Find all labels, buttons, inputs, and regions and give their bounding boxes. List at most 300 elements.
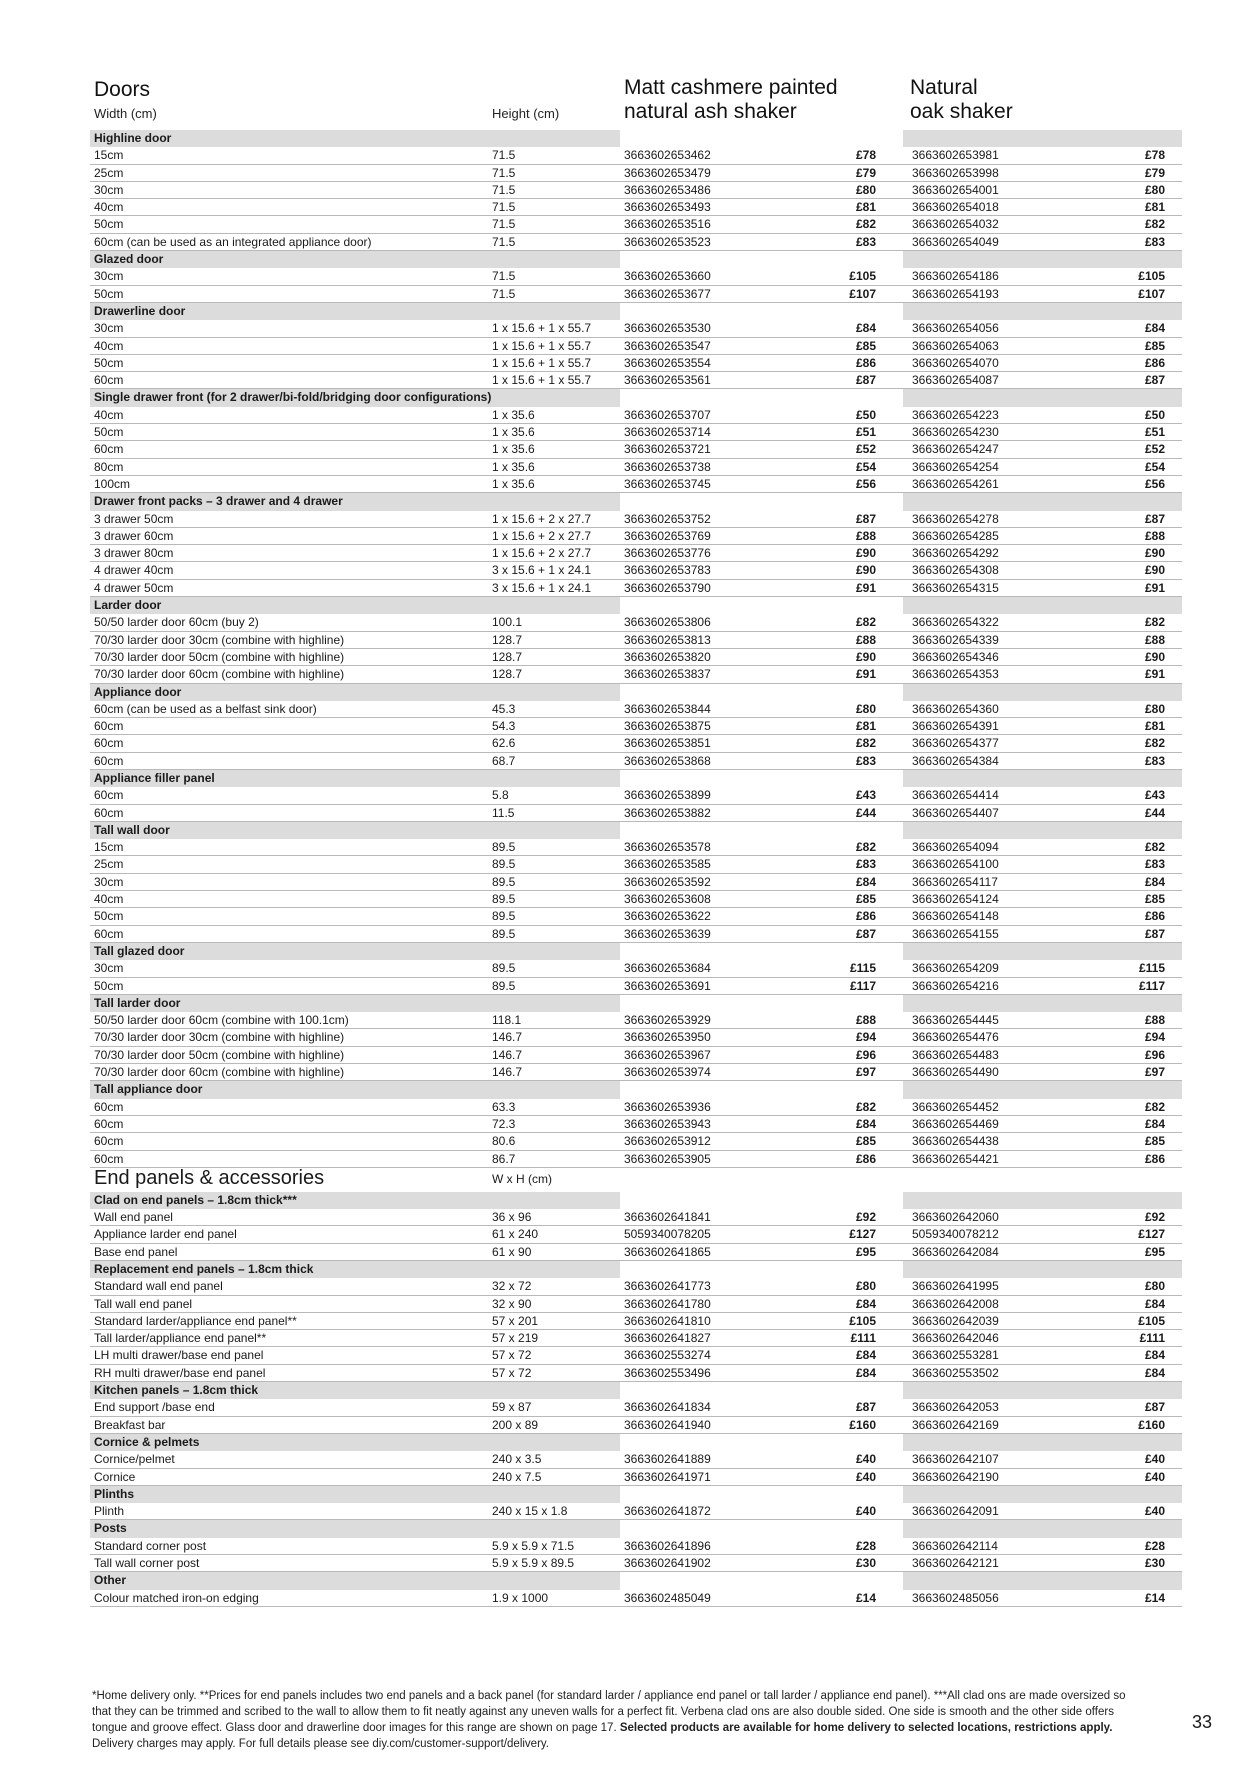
ash-product-code: 3663602653837 xyxy=(624,667,711,682)
table-row xyxy=(90,1538,1182,1555)
ash-price: £86 xyxy=(855,909,876,924)
category-header xyxy=(90,1081,1182,1098)
item-height: 240 x 3.5 xyxy=(492,1452,542,1467)
ash-product-code: 3663602653868 xyxy=(624,753,711,768)
category-header xyxy=(90,1434,1182,1451)
ash-price: £95 xyxy=(855,1244,876,1259)
oak-product-code: 3663602654018 xyxy=(912,200,999,215)
item-size: 50cm xyxy=(94,909,124,924)
oak-price: £94 xyxy=(1144,1030,1165,1045)
ash-price: £52 xyxy=(855,442,876,457)
oak-price: £84 xyxy=(1144,1116,1165,1131)
ash-product-code: 3663602653714 xyxy=(624,425,711,440)
item-size: 100cm xyxy=(94,476,131,491)
oak-price: £79 xyxy=(1144,165,1165,180)
item-size: 30cm xyxy=(94,182,124,197)
table-row xyxy=(90,753,1182,770)
range-title-ash-2: natural ash shaker xyxy=(624,100,797,123)
oak-price: £40 xyxy=(1144,1504,1165,1519)
oak-price: £117 xyxy=(1138,978,1165,993)
table-row xyxy=(90,459,1182,476)
item-size: 4 drawer 50cm xyxy=(94,580,174,595)
table-row xyxy=(90,528,1182,545)
category-name: Cornice & pelmets xyxy=(94,1434,200,1449)
ash-price: £91 xyxy=(855,580,876,595)
oak-price: £85 xyxy=(1144,1134,1165,1149)
range-title-ash-1: Matt cashmere painted xyxy=(624,76,838,99)
ash-price: £83 xyxy=(855,753,876,768)
item-height: 240 x 7.5 xyxy=(492,1469,542,1484)
ash-product-code: 3663602653592 xyxy=(624,874,711,889)
ash-price: £44 xyxy=(855,805,876,820)
table-row xyxy=(90,874,1182,891)
ash-price: £160 xyxy=(849,1417,876,1432)
category-header xyxy=(90,1382,1182,1399)
item-size: 70/30 larder door 30cm (combine with highline) xyxy=(94,632,345,647)
oak-price: £80 xyxy=(1144,1279,1165,1294)
oak-price: £95 xyxy=(1144,1244,1165,1259)
ash-product-code: 3663602641780 xyxy=(624,1296,711,1311)
ash-product-code: 3663602653790 xyxy=(624,580,711,595)
item-height: 62.6 xyxy=(492,736,516,751)
item-size: Tall wall corner post xyxy=(94,1556,200,1571)
oak-product-code: 3663602642084 xyxy=(912,1244,999,1259)
oak-price: £85 xyxy=(1144,892,1165,907)
ash-product-code: 3663602553274 xyxy=(624,1348,711,1363)
ash-product-code: 3663602653554 xyxy=(624,355,711,370)
ash-product-code: 3663602653769 xyxy=(624,528,711,543)
ash-price: £88 xyxy=(855,1013,876,1028)
oak-price: £43 xyxy=(1144,788,1165,803)
ash-product-code: 3663602653882 xyxy=(624,805,711,820)
ash-price: £87 xyxy=(855,926,876,941)
ash-price: £90 xyxy=(855,563,876,578)
ash-price: £40 xyxy=(855,1452,876,1467)
ash-product-code: 3663602653523 xyxy=(624,234,711,249)
end-panels-title: End panels & accessories xyxy=(94,1166,325,1189)
item-height: 71.5 xyxy=(492,182,516,197)
item-height: 128.7 xyxy=(492,649,523,664)
item-height: 61 x 240 xyxy=(492,1227,539,1242)
item-size: 60cm xyxy=(94,753,124,768)
ash-price: £80 xyxy=(855,701,876,716)
ash-price: £84 xyxy=(855,1348,876,1363)
table-row xyxy=(90,199,1182,216)
ash-price: £56 xyxy=(855,476,876,491)
table-row xyxy=(90,1133,1182,1150)
item-size: 3 drawer 80cm xyxy=(94,546,174,561)
ash-price: £80 xyxy=(855,1279,876,1294)
ash-price: £87 xyxy=(855,1400,876,1415)
oak-price: £160 xyxy=(1138,1417,1165,1432)
item-height: 89.5 xyxy=(492,909,516,924)
category-header xyxy=(90,822,1182,839)
item-height: 5.8 xyxy=(492,788,509,803)
item-size: 50cm xyxy=(94,286,124,301)
ash-product-code: 3663602653844 xyxy=(624,701,711,716)
oak-product-code: 3663602654070 xyxy=(912,355,999,370)
ash-price: £85 xyxy=(855,338,876,353)
item-size: Tall wall end panel xyxy=(94,1296,193,1311)
ash-product-code: 3663602653479 xyxy=(624,165,711,180)
oak-product-code: 3663602654148 xyxy=(912,909,999,924)
table-row xyxy=(90,1116,1182,1133)
item-height: 118.1 xyxy=(492,1013,522,1028)
oak-product-code: 3663602642008 xyxy=(912,1296,999,1311)
item-size: 4 drawer 40cm xyxy=(94,563,174,578)
item-size: 70/30 larder door 50cm (combine with highline) xyxy=(94,1047,345,1062)
table-row xyxy=(90,1209,1182,1226)
oak-product-code: 3663602653998 xyxy=(912,165,999,180)
oak-product-code: 3663602654490 xyxy=(912,1065,999,1080)
item-size: 30cm xyxy=(94,321,124,336)
footnote-bold: Selected products are available for home delivery to selected locations, restrictions apply. xyxy=(619,1722,1113,1734)
item-height: 71.5 xyxy=(492,200,516,215)
ash-product-code: 3663602641810 xyxy=(624,1313,711,1328)
oak-product-code: 3663602654087 xyxy=(912,373,999,388)
table-row xyxy=(90,355,1182,372)
ash-price: £50 xyxy=(855,407,876,422)
item-height: 68.7 xyxy=(492,753,516,768)
oak-product-code: 3663602654056 xyxy=(912,321,999,336)
item-height: 61 x 90 xyxy=(492,1244,532,1259)
table-row xyxy=(90,1330,1182,1347)
item-size: 70/30 larder door 60cm (combine with highline) xyxy=(94,1065,345,1080)
item-size: 60cm xyxy=(94,719,124,734)
page-number: 33 xyxy=(1192,1712,1213,1732)
item-size: 50/50 larder door 60cm (buy 2) xyxy=(94,615,259,630)
table-row xyxy=(90,787,1182,804)
item-size: Wall end panel xyxy=(94,1210,173,1225)
oak-product-code: 3663602654391 xyxy=(912,719,999,734)
ash-price: £86 xyxy=(855,1151,876,1166)
footnote xyxy=(92,1688,1142,1752)
item-size: 60cm xyxy=(94,926,124,941)
item-height: 1 x 15.6 + 2 x 27.7 xyxy=(492,511,592,526)
table-row xyxy=(90,1099,1182,1116)
oak-product-code: 3663602654360 xyxy=(912,701,999,716)
item-size: 25cm xyxy=(94,165,124,180)
item-size: 50/50 larder door 60cm (combine with 100.1cm) xyxy=(94,1013,349,1028)
oak-product-code: 3663602654100 xyxy=(912,857,999,872)
item-size: End support /base end xyxy=(94,1400,215,1415)
oak-product-code: 3663602654117 xyxy=(912,874,998,889)
ash-price: £107 xyxy=(849,286,876,301)
ash-product-code: 3663602641940 xyxy=(624,1417,711,1432)
category-name: Tall larder door xyxy=(94,995,181,1010)
item-height: 100.1 xyxy=(492,615,523,630)
oak-price: £51 xyxy=(1144,425,1165,440)
table-row xyxy=(90,1047,1182,1064)
table-row xyxy=(90,718,1182,735)
ash-product-code: 3663602641865 xyxy=(624,1244,711,1259)
ash-price: £92 xyxy=(855,1210,876,1225)
table-row xyxy=(90,372,1182,389)
ash-product-code: 3663602653905 xyxy=(624,1151,711,1166)
category-header xyxy=(90,1192,1182,1209)
table-row xyxy=(90,978,1182,995)
oak-price: £87 xyxy=(1144,1400,1165,1415)
oak-price: £83 xyxy=(1144,234,1165,249)
ash-product-code: 3663602653899 xyxy=(624,788,711,803)
item-height: 57 x 72 xyxy=(492,1365,532,1380)
table-row xyxy=(90,805,1182,822)
category-name: Drawer front packs – 3 drawer and 4 drawer xyxy=(94,494,343,509)
oak-price: £84 xyxy=(1144,874,1165,889)
oak-price: £83 xyxy=(1144,753,1165,768)
oak-product-code: 3663602654193 xyxy=(912,286,999,301)
oak-price: £88 xyxy=(1144,632,1165,647)
item-height: 71.5 xyxy=(492,165,516,180)
ash-product-code: 3663602653974 xyxy=(624,1065,711,1080)
table-row xyxy=(90,666,1182,683)
ash-product-code: 3663602653912 xyxy=(624,1134,711,1149)
table-row xyxy=(90,268,1182,285)
ash-price: £127 xyxy=(849,1227,876,1242)
oak-price: £86 xyxy=(1144,909,1165,924)
category-header xyxy=(90,389,1182,406)
category-header xyxy=(90,995,1182,1012)
ash-price: £81 xyxy=(855,719,876,734)
oak-price: £78 xyxy=(1144,148,1165,163)
item-height: 1 x 15.6 + 2 x 27.7 xyxy=(492,528,592,543)
ash-price: £84 xyxy=(855,874,876,889)
oak-price: £87 xyxy=(1144,926,1165,941)
oak-price: £82 xyxy=(1144,1099,1165,1114)
item-size: 60cm xyxy=(94,373,124,388)
ash-price: £90 xyxy=(855,546,876,561)
item-size: Cornice/pelmet xyxy=(94,1452,175,1467)
ash-product-code: 3663602653530 xyxy=(624,321,711,336)
table-row xyxy=(90,1451,1182,1468)
oak-product-code: 3663602654209 xyxy=(912,961,999,976)
table-row xyxy=(90,1365,1182,1382)
item-size: Base end panel xyxy=(94,1244,178,1259)
item-size: 15cm xyxy=(94,840,124,855)
oak-price: £52 xyxy=(1144,442,1165,457)
oak-product-code: 3663602654452 xyxy=(912,1099,999,1114)
ash-product-code: 3663602653486 xyxy=(624,182,711,197)
oak-price: £91 xyxy=(1144,580,1165,595)
item-height: 1.9 x 1000 xyxy=(492,1590,549,1605)
ash-product-code: 3663602653585 xyxy=(624,857,711,872)
oak-price: £82 xyxy=(1144,615,1165,630)
doors-title: Doors xyxy=(94,78,151,101)
category-header xyxy=(90,130,1182,147)
oak-price: £90 xyxy=(1144,563,1165,578)
item-size: 60cm xyxy=(94,1116,124,1131)
ash-price: £88 xyxy=(855,528,876,543)
ash-product-code: 3663602653875 xyxy=(624,719,711,734)
oak-product-code: 3663602654421 xyxy=(912,1151,999,1166)
oak-product-code: 3663602642060 xyxy=(912,1210,999,1225)
footnote-text: *Home delivery only. **Prices for end panels includes two end panels and a back panel (for standard larder / appliance end panel or tall larder / appliance end panel). ***All clad ons are made oversized so that they can be trimmed and scribed to the wall to allow them to fit neatly against any uneven walls for a perfect fit. Verbena clad ons are also double sided. One side is smooth and the other side offers tongue and groove effect. Glass door and drawerline door images for this range are shown on page 17. xyxy=(92,1690,1126,1734)
item-height: 1 x 35.6 xyxy=(492,425,535,440)
ash-price: £82 xyxy=(855,615,876,630)
ash-product-code: 3663602653660 xyxy=(624,269,711,284)
oak-price: £105 xyxy=(1138,269,1165,284)
oak-price: £81 xyxy=(1144,200,1165,215)
ash-price: £82 xyxy=(855,217,876,232)
oak-price: £97 xyxy=(1144,1065,1165,1080)
ash-price: £43 xyxy=(855,788,876,803)
table-row xyxy=(90,1296,1182,1313)
category-header xyxy=(90,303,1182,320)
ash-product-code: 3663602653950 xyxy=(624,1030,711,1045)
table-row xyxy=(90,1347,1182,1364)
table-row xyxy=(90,1399,1182,1416)
ash-price: £91 xyxy=(855,667,876,682)
item-height: 146.7 xyxy=(492,1030,523,1045)
oak-product-code: 3663602654469 xyxy=(912,1116,999,1131)
ash-product-code: 3663602653516 xyxy=(624,217,711,232)
item-height: 59 x 87 xyxy=(492,1400,532,1415)
item-height: 72.3 xyxy=(492,1116,516,1131)
item-height: 89.5 xyxy=(492,892,516,907)
oak-price: £14 xyxy=(1144,1590,1165,1605)
table-row xyxy=(90,1590,1182,1607)
ash-price: £111 xyxy=(850,1331,876,1346)
category-name: Tall appliance door xyxy=(94,1082,203,1097)
item-height: 1 x 35.6 xyxy=(492,442,535,457)
table-row xyxy=(90,1503,1182,1520)
oak-price: £84 xyxy=(1144,1365,1165,1380)
oak-price: £85 xyxy=(1144,338,1165,353)
ash-price: £51 xyxy=(855,425,876,440)
item-size: Standard corner post xyxy=(94,1538,207,1553)
oak-price: £83 xyxy=(1144,857,1165,872)
oak-product-code: 3663602642121 xyxy=(912,1556,999,1571)
ash-price: £87 xyxy=(855,373,876,388)
ash-price: £14 xyxy=(855,1590,876,1605)
ash-product-code: 3663602653851 xyxy=(624,736,711,751)
table-row xyxy=(90,441,1182,458)
oak-product-code: 3663602654339 xyxy=(912,632,999,647)
table-row xyxy=(90,580,1182,597)
ash-price: £84 xyxy=(855,1296,876,1311)
oak-product-code: 3663602654216 xyxy=(912,978,999,993)
item-height: 45.3 xyxy=(492,701,516,716)
item-height: 1 x 15.6 + 1 x 55.7 xyxy=(492,321,592,336)
oak-price: £28 xyxy=(1144,1538,1165,1553)
table-row xyxy=(90,735,1182,752)
item-size: 70/30 larder door 30cm (combine with highline) xyxy=(94,1030,345,1045)
ash-price: £85 xyxy=(855,1134,876,1149)
oak-product-code: 3663602642046 xyxy=(912,1331,999,1346)
oak-product-code: 3663602485056 xyxy=(912,1590,999,1605)
table-row xyxy=(90,649,1182,666)
item-size: 30cm xyxy=(94,269,124,284)
ash-product-code: 3663602641841 xyxy=(624,1210,711,1225)
ash-product-code: 3663602641872 xyxy=(624,1504,711,1519)
oak-product-code: 3663602654247 xyxy=(912,442,999,457)
item-size: Standard larder/appliance end panel** xyxy=(94,1313,297,1328)
ash-product-code: 3663602653691 xyxy=(624,978,711,993)
ash-price: £84 xyxy=(855,321,876,336)
table-row xyxy=(90,926,1182,943)
ash-product-code: 3663602641834 xyxy=(624,1400,711,1415)
oak-product-code: 3663602654346 xyxy=(912,649,999,664)
item-size: 50cm xyxy=(94,217,124,232)
item-height: 63.3 xyxy=(492,1099,516,1114)
ash-price: £40 xyxy=(855,1504,876,1519)
category-header xyxy=(90,251,1182,268)
item-size: 60cm xyxy=(94,805,124,820)
item-size: 60cm xyxy=(94,1151,124,1166)
ash-product-code: 3663602653929 xyxy=(624,1013,711,1028)
ash-product-code: 3663602653547 xyxy=(624,338,711,353)
ash-price: £115 xyxy=(849,961,876,976)
category-name: Highline door xyxy=(94,131,172,145)
table-row xyxy=(90,407,1182,424)
item-size: Appliance larder end panel xyxy=(94,1227,237,1242)
item-height: 71.5 xyxy=(492,286,516,301)
ash-product-code: 3663602653738 xyxy=(624,459,711,474)
ash-product-code: 3663602641971 xyxy=(624,1469,711,1484)
item-height: 128.7 xyxy=(492,632,523,647)
item-height: 54.3 xyxy=(492,719,516,734)
oak-price: £87 xyxy=(1144,511,1165,526)
table-row xyxy=(90,1029,1182,1046)
item-size: LH multi drawer/base end panel xyxy=(94,1348,264,1363)
item-size: 30cm xyxy=(94,961,124,976)
ash-price: £83 xyxy=(855,857,876,872)
item-height: 1 x 15.6 + 2 x 27.7 xyxy=(492,546,592,561)
category-header xyxy=(90,684,1182,701)
item-size: 60cm xyxy=(94,442,124,457)
category-header xyxy=(90,1520,1182,1537)
ash-price: £82 xyxy=(855,736,876,751)
item-height: 71.5 xyxy=(492,269,516,284)
oak-price: £80 xyxy=(1144,182,1165,197)
oak-price: £82 xyxy=(1144,217,1165,232)
item-size: 25cm xyxy=(94,857,124,872)
ash-price: £30 xyxy=(855,1556,876,1571)
ash-product-code: 3663602653745 xyxy=(624,476,711,491)
oak-product-code: 3663602654049 xyxy=(912,234,999,249)
item-height: 80.6 xyxy=(492,1134,516,1149)
item-height: 1 x 35.6 xyxy=(492,407,535,422)
oak-price: £80 xyxy=(1144,701,1165,716)
item-size: 60cm xyxy=(94,1134,124,1149)
oak-product-code: 3663602654285 xyxy=(912,528,999,543)
oak-price: £105 xyxy=(1138,1313,1165,1328)
table-row xyxy=(90,1313,1182,1330)
category-name: Tall wall door xyxy=(94,822,170,837)
ash-product-code: 3663602653721 xyxy=(624,442,711,457)
oak-price: £87 xyxy=(1144,373,1165,388)
item-size: 80cm xyxy=(94,459,124,474)
ash-product-code: 3663602653684 xyxy=(624,961,711,976)
oak-product-code: 3663602654384 xyxy=(912,753,999,768)
ash-product-code: 5059340078205 xyxy=(624,1227,711,1242)
category-header xyxy=(90,1261,1182,1278)
ash-product-code: 3663602653639 xyxy=(624,926,711,941)
table-row xyxy=(90,839,1182,856)
oak-product-code: 3663602654094 xyxy=(912,840,999,855)
oak-product-code: 3663602654063 xyxy=(912,338,999,353)
oak-product-code: 3663602654186 xyxy=(912,269,999,284)
item-size: 70/30 larder door 50cm (combine with highline) xyxy=(94,649,345,664)
ash-product-code: 3663602653820 xyxy=(624,649,711,664)
oak-product-code: 3663602654315 xyxy=(912,580,999,595)
item-size: 60cm xyxy=(94,788,124,803)
category-name: Glazed door xyxy=(94,252,164,267)
table-row xyxy=(90,476,1182,493)
item-size: 3 drawer 50cm xyxy=(94,511,174,526)
item-size: Colour matched iron-on edging xyxy=(94,1590,259,1605)
item-height: 1 x 35.6 xyxy=(492,459,535,474)
